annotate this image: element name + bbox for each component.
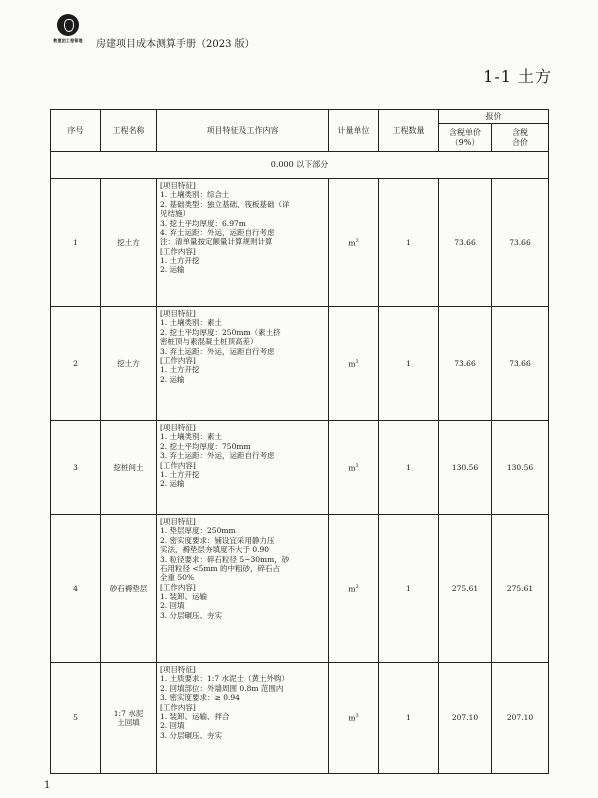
document-title: 房建项目成本测算手册（2023 版） <box>96 39 255 50</box>
header-total <box>492 124 549 152</box>
logo-text: 数建团工程管理 <box>53 38 83 43</box>
row-name: 挖桩间土 <box>101 421 157 515</box>
row-features <box>157 421 329 515</box>
table-row <box>51 663 549 774</box>
feature-line: 2. 挖土平均厚度：250mm（素土挤 <box>160 327 281 337</box>
row-features <box>157 663 329 774</box>
row-name: 挖土方 <box>101 307 157 421</box>
row-unit-price: 73.66 <box>439 179 492 307</box>
row-name: 挖土方 <box>101 179 157 307</box>
row-unit <box>329 179 379 307</box>
feature-line: 2. 基础类型：独立基础、筏板基础（详 <box>160 199 290 209</box>
header-unit-price-line1: 含税单价 <box>449 127 481 137</box>
feature-line: [工作内容] <box>160 460 196 470</box>
row-qty: 1 <box>379 663 439 774</box>
row-unit <box>329 307 379 421</box>
row-name-line1: 1:7 水泥 <box>113 708 144 718</box>
feature-line: 注：清单量按定额量计算规则计算 <box>160 237 273 247</box>
row-total: 275.61 <box>492 515 549 663</box>
row-unit-price: 275.61 <box>439 515 492 663</box>
unit-base: m <box>348 713 356 723</box>
feature-line: 见结施） <box>160 209 190 219</box>
feature-line: [工作内容] <box>160 355 196 365</box>
feature-line: 2. 挖土平均厚度：750mm <box>160 441 251 451</box>
unit-base: m <box>348 463 356 473</box>
table-row <box>51 307 549 421</box>
table-row <box>51 179 549 307</box>
feature-line: [项目特征] <box>160 423 196 432</box>
header-qty: 工程数量 <box>379 110 439 152</box>
row-seq: 5 <box>51 663 101 774</box>
row-features <box>157 307 329 421</box>
header-total-line2: 合价 <box>512 137 528 147</box>
feature-line: 全重 50% <box>160 573 195 583</box>
section-row <box>51 152 549 179</box>
row-seq: 4 <box>51 515 101 663</box>
header-features: 项目特征及工作内容 <box>157 110 329 152</box>
logo-emblem-icon <box>57 14 79 36</box>
feature-line: 2. 回填部位：外墙周围 0.8m 范围内 <box>160 683 284 693</box>
feature-line: 3. 粒径要求：碎石粒径 5~30mm，砂 <box>160 554 290 564</box>
unit-base: m <box>348 359 356 369</box>
feature-line: 3. 密实度要求：≥ 0.94 <box>160 693 240 703</box>
row-qty: 1 <box>379 515 439 663</box>
feature-line: 2. 密实度要求：铺设宜采用静力压 <box>160 535 275 545</box>
feature-line: [项目特征] <box>160 517 196 526</box>
row-total: 207.10 <box>492 663 549 774</box>
feature-line: 1. 垫层厚度：250mm <box>160 526 236 536</box>
feature-line: [工作内容] <box>160 582 196 592</box>
row-name: 砂石褥垫层 <box>101 515 157 663</box>
feature-line: [项目特征] <box>160 181 196 190</box>
row-features <box>157 515 329 663</box>
row-seq: 2 <box>51 307 101 421</box>
header-unit-price-line2: （9%） <box>450 137 480 147</box>
unit-exponent: 3 <box>355 358 359 365</box>
feature-line: [项目特征] <box>160 665 196 674</box>
unit-base: m <box>348 238 356 248</box>
feature-line: 2. 运输 <box>160 479 185 489</box>
row-unit-price: 207.10 <box>439 663 492 774</box>
unit-exponent: 3 <box>355 583 359 590</box>
row-total: 73.66 <box>492 307 549 421</box>
row-qty: 1 <box>379 179 439 307</box>
feature-line: 1. 土方开挖 <box>160 365 200 375</box>
unit-base: m <box>348 584 356 594</box>
header-seq: 序号 <box>51 110 101 152</box>
header-quote: 报价 <box>439 110 549 124</box>
row-unit <box>329 663 379 774</box>
feature-line: 3. 弃土运距：外运，运距自行考虑 <box>160 451 275 461</box>
feature-line: 1. 土壤类别：素土 <box>160 432 223 442</box>
feature-line: 1. 土壤类别：综合土 <box>160 190 230 200</box>
row-unit-price: 130.56 <box>439 421 492 515</box>
feature-line: 3. 挖土平均厚度：6.97m <box>160 218 246 228</box>
row-total: 73.66 <box>492 179 549 307</box>
row-qty: 1 <box>379 421 439 515</box>
feature-line: [工作内容] <box>160 702 196 712</box>
feature-line: [项目特征] <box>160 309 196 318</box>
unit-exponent: 3 <box>355 237 359 244</box>
feature-line: 3. 分层碾压、夯实 <box>160 610 223 620</box>
company-logo <box>40 14 96 44</box>
feature-line: 密桩顶与素混凝土桩顶高差） <box>160 337 258 347</box>
row-name-line2: 土回填 <box>117 718 140 727</box>
feature-line: 2. 运输 <box>160 265 185 275</box>
feature-line: 1. 土方开挖 <box>160 469 200 479</box>
cost-table <box>50 109 549 774</box>
feature-line: 2. 运输 <box>160 374 185 384</box>
table-row <box>51 421 549 515</box>
header-unit-price <box>439 124 492 152</box>
feature-line: 1. 装卸、运输 <box>160 592 208 601</box>
header-unit: 计量单位 <box>329 110 379 152</box>
row-name <box>101 663 157 774</box>
row-unit <box>329 421 379 515</box>
feature-line: 2. 回填 <box>160 721 185 731</box>
feature-line: 1. 土方开挖 <box>160 256 200 265</box>
row-unit-price: 73.66 <box>439 307 492 421</box>
header-total-line1: 含税 <box>512 127 528 137</box>
feature-line: 1. 装卸、运输、拌合 <box>160 711 230 721</box>
row-total: 130.56 <box>492 421 549 515</box>
table-row <box>51 515 549 663</box>
row-features <box>157 179 329 307</box>
unit-exponent: 3 <box>355 462 359 469</box>
feature-line: 3. 分层碾压、夯实 <box>160 730 223 740</box>
page-number: 1 <box>44 780 51 791</box>
row-unit <box>329 515 379 663</box>
header-name: 工程名称 <box>101 110 157 152</box>
unit-exponent: 3 <box>355 713 359 720</box>
feature-line: 1. 土质要求：1:7 水泥土（黄土外购） <box>160 674 289 684</box>
feature-line: 石用粒径 <5mm 的中粗砂，碎石占 <box>160 563 281 573</box>
feature-line: [工作内容] <box>160 246 196 256</box>
row-seq: 3 <box>51 421 101 515</box>
section-title: 1-1 土方 <box>483 67 552 86</box>
section-label: 0.000 以下部分 <box>51 152 549 179</box>
row-seq: 1 <box>51 179 101 307</box>
feature-line: 4. 弃土运距：外运，运距自行考虑 <box>160 227 275 237</box>
feature-line: 1. 土壤类别：素土 <box>160 318 223 328</box>
feature-line: 实法，褥垫层夯填度不大于 0.90 <box>160 545 270 555</box>
feature-line: 3. 弃土运距：外运，运距自行考虑 <box>160 346 275 356</box>
row-qty: 1 <box>379 307 439 421</box>
feature-line: 2. 回填 <box>160 601 185 611</box>
